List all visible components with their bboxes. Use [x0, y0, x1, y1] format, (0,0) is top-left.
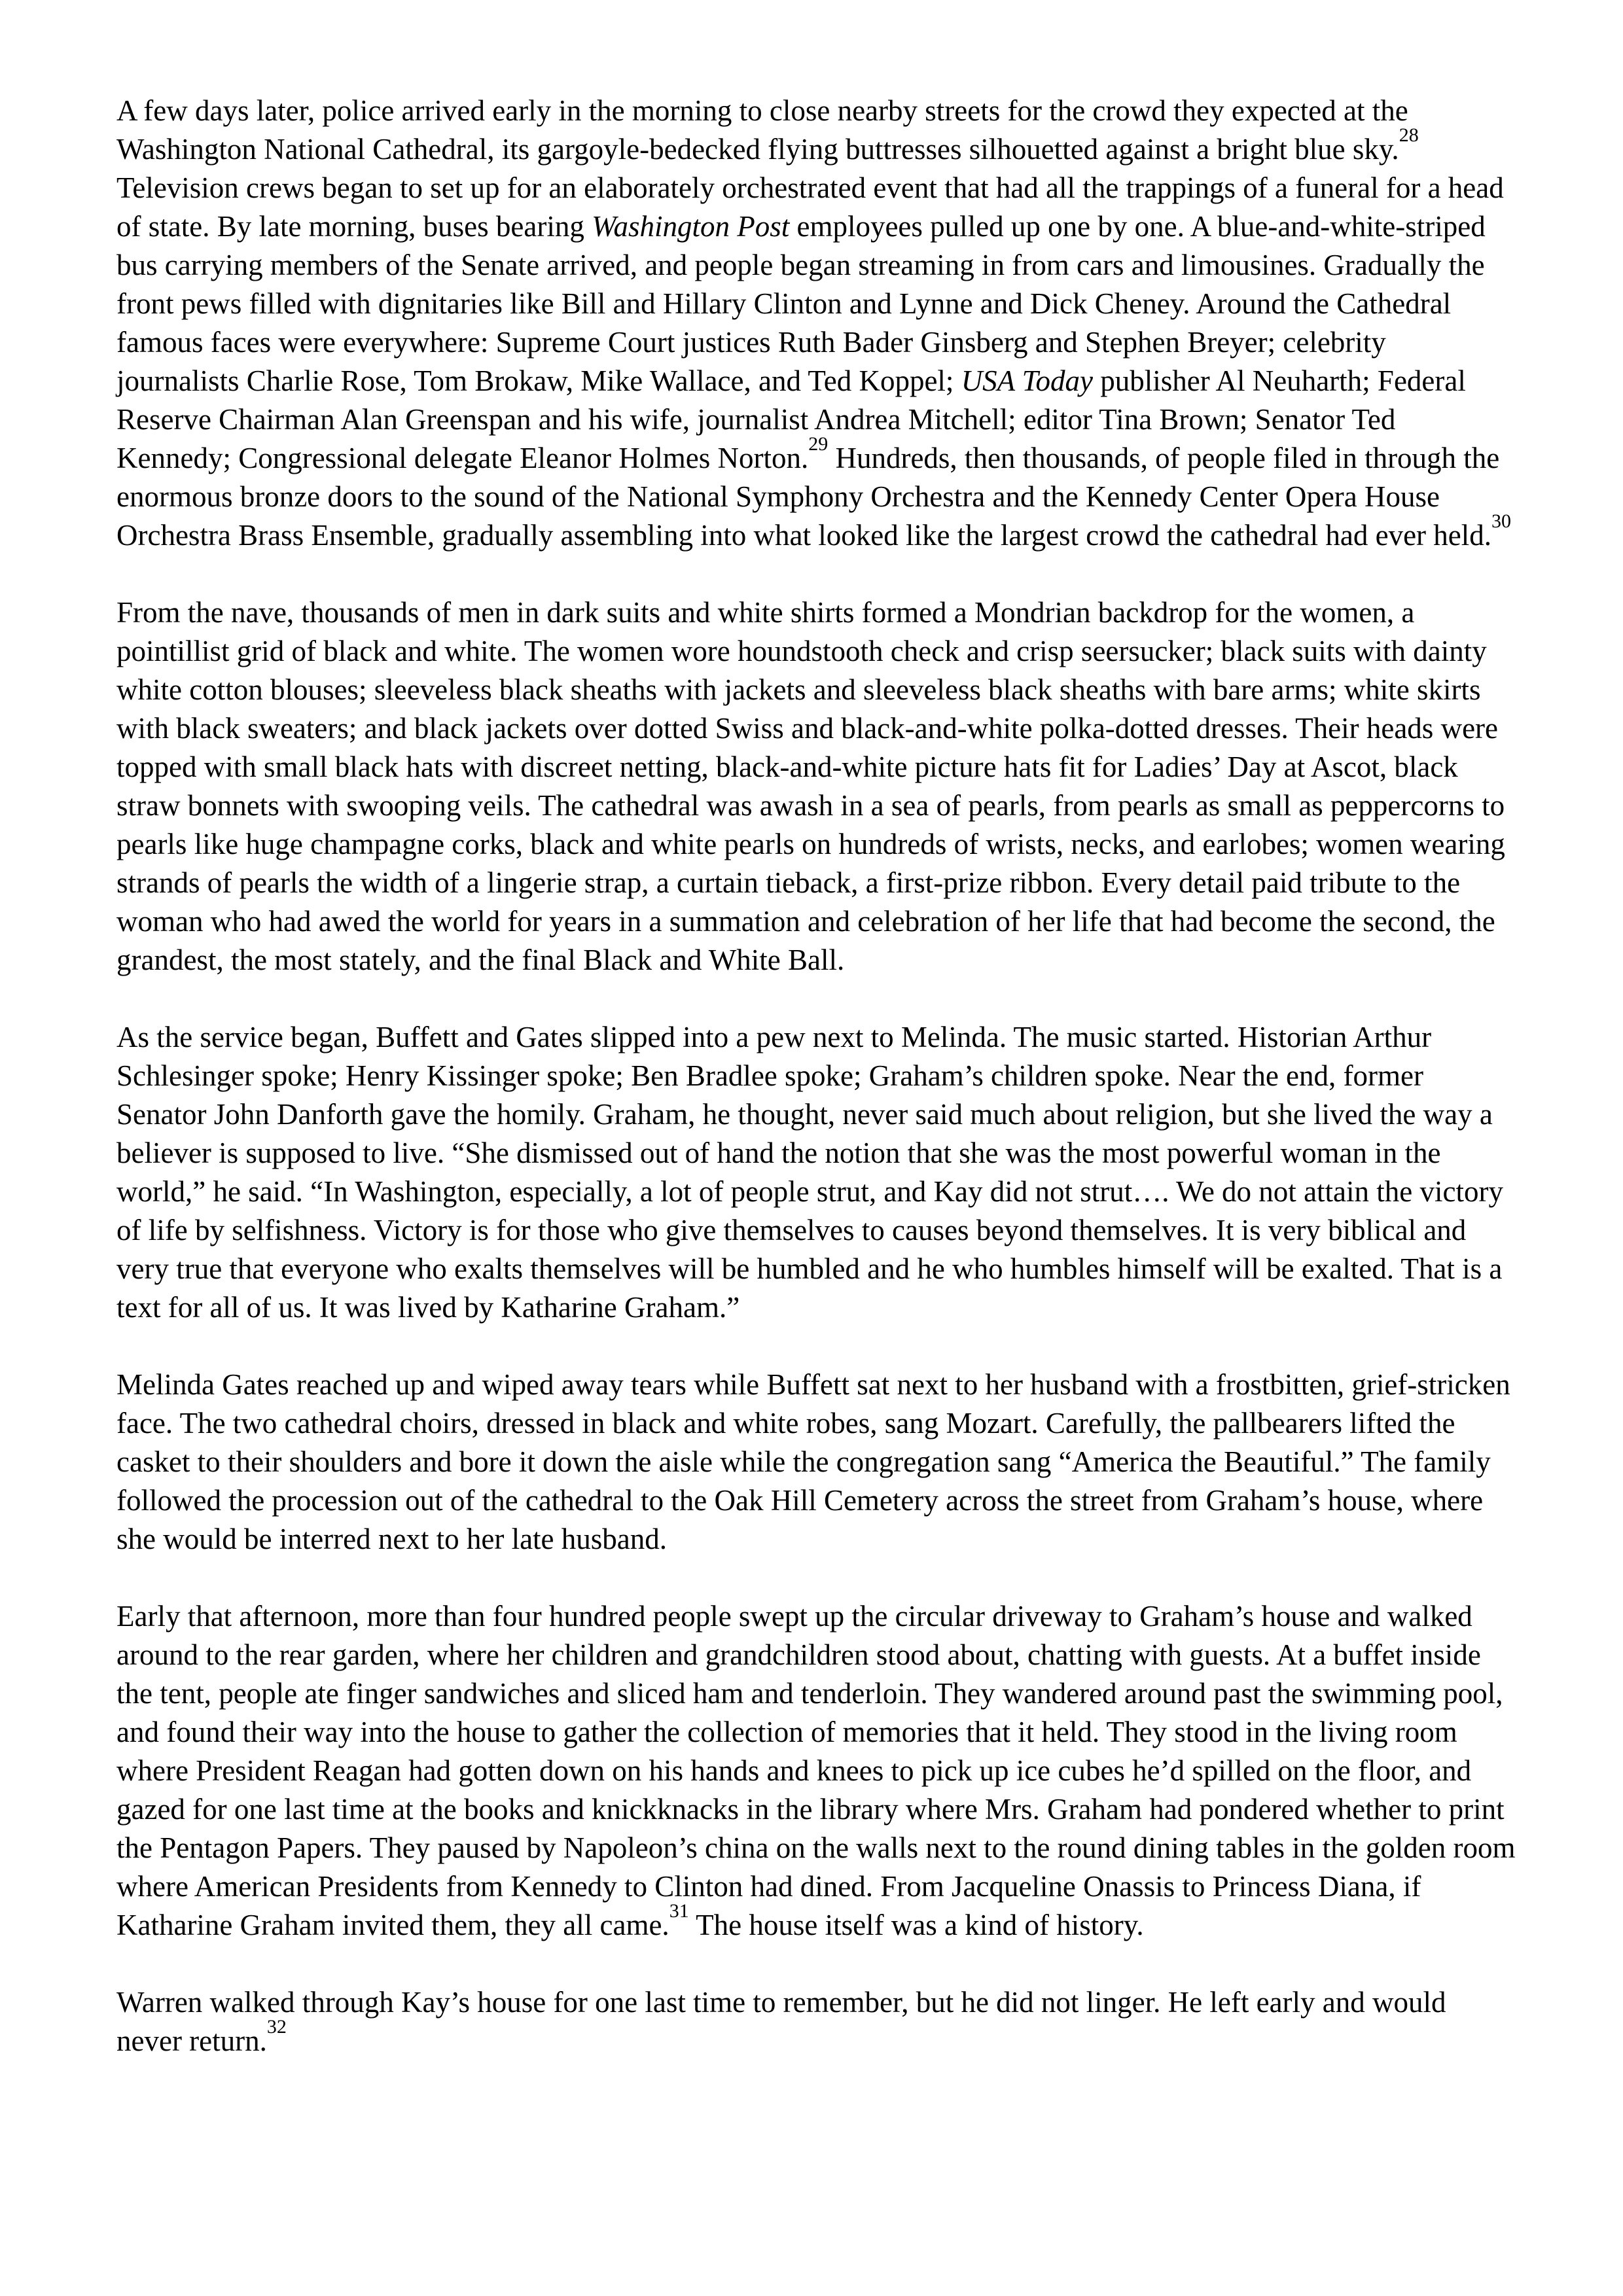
- paragraph-2: [116, 593, 1516, 980]
- footnote-reference: 29: [808, 433, 829, 455]
- text-run: A few days later, police arrived early in the morning to close nearby streets for the crowd they expected at the Washington National Cathedral, its gargoyle-bedecked flying buttresses silhouetted against a bright blue sky.: [116, 94, 1408, 166]
- text-run: Warren walked through Kay’s house for one last time to remember, but he did not linger. He left early and would never return.: [116, 1986, 1446, 2057]
- text-run: As the service began, Buffett and Gates slipped into a pew next to Melinda. The music started. Historian Arthur Schlesinger spoke; Henry Kissinger spoke; Ben Bradlee spoke; Graham’s children spoke. Near the end, former Senator John Danforth gave the homily. Graham, he thought, never said much about religion, but she lived the way a believer is supposed to live. “She dismissed out of hand the notion that she was the most powerful woman in the world,” he said. “In Washington, especially, a lot of people strut, and Kay did not strut…. We do not attain the victory of life by selfishness. Victory is for those who give themselves to causes beyond themselves. It is very biblical and very true that everyone who exalts themselves will be humbled and he who humbles himself will be exalted. That is a text for all of us. It was lived by Katharine Graham.”: [116, 1021, 1503, 1324]
- paragraph-3: [116, 1018, 1516, 1327]
- text-run: Television crews began to set up for an elaborately orchestrated event that had all the trappings of a funeral for a head of state. By late morning, buses bearing: [116, 171, 1504, 243]
- footnote-reference: 28: [1399, 124, 1419, 146]
- paragraph-1: [116, 92, 1516, 555]
- text-run: publisher Al Neuharth; Federal Reserve Chairman Alan Greenspan and his wife, journalist Andrea Mitchell; editor Tina Brown; Senator Ted Kennedy; Congressional delegate Eleanor Holmes Norton.: [116, 364, 1466, 474]
- text-run: employees pulled up one by one. A blue-and-white-striped bus carrying members of the Senate arrived, and people began streaming in from cars and limousines. Gradually the front pews filled with dignitaries like Bill and Hillary Clinton and Lynne and Dick Cheney. Around the Cathedral famous faces were everywhere: Supreme Court justices Ruth Bader Ginsberg and Stephen Breyer; celebrity journalists Charlie Rose, Tom Brokaw, Mike Wallace, and Ted Koppel;: [116, 210, 1486, 397]
- italic-title: Washington Post: [592, 210, 790, 243]
- text-run: From the nave, thousands of men in dark suits and white shirts formed a Mondrian backdrop for the women, a pointillist grid of black and white. The women wore houndstooth check and crisp seersucker; black suits with dainty white cotton blouses; sleeveless black sheaths with jackets and sleeveless black sheaths with bare arms; white skirts with black sweaters; and black jackets over dotted Swiss and black-and-white polka-dotted dresses. Their heads were topped with small black hats with discreet netting, black-and-white picture hats fit for Ladies’ Day at Ascot, black straw bonnets with swooping veils. The cathedral was awash in a sea of pearls, from pearls as small as peppercorns to pearls like huge champagne corks, black and white pearls on hundreds of wrists, necks, and earlobes; women wearing strands of pearls the width of a lingerie strap, a curtain tieback, a first-prize ribbon. Every detail paid tribute to the woman who had awed the world for years in a summation and celebration of her life that had become the second, the grandest, the most stately, and the final Black and White Ball.: [116, 596, 1505, 976]
- text-run: Melinda Gates reached up and wiped away tears while Buffett sat next to her husband with a frostbitten, grief-stricken face. The two cathedral choirs, dressed in black and white robes, sang Mozart. Carefully, the pallbearers lifted the casket to their shoulders and bore it down the aisle while the congregation sang “America the Beautiful.” The family followed the procession out of the cathedral to the Oak Hill Cemetery across the street from Graham’s house, where she would be interred next to her late husband.: [116, 1368, 1510, 1555]
- body-text: [116, 92, 1516, 2060]
- text-run: The house itself was a kind of history.: [688, 1909, 1144, 1941]
- text-run: Early that afternoon, more than four hundred people swept up the circular driveway to Graham’s house and walked around to the rear garden, where her children and grandchildren stood about, chatting with guests. At a buffet inside the tent, people ate finger sandwiches and sliced ham and tenderloin. They wandered around past the swimming pool, and found their way into the house to gather the collection of memories that it held. They stood in the living room where President Reagan had gotten down on his hands and knees to pick up ice cubes he’d spilled on the floor, and gazed for one last time at the books and knickknacks in the library where Mrs. Graham had pondered whether to print the Pentagon Papers. They paused by Napoleon’s china on the walls next to the round dining tables in the golden room where American Presidents from Kennedy to Clinton had dined. From Jacqueline Onassis to Princess Diana, if Katharine Graham invited them, they all came.: [116, 1600, 1516, 1941]
- paragraph-5: [116, 1597, 1516, 1945]
- italic-title: USA Today: [961, 364, 1093, 397]
- text-run: Hundreds, then thousands, of people filed in through the enormous bronze doors to the sound of the National Symphony Orchestra and the Kennedy Center Opera House Orchestra Brass Ensemble, gradually assembling into what looked like the largest crowd the cathedral had ever held.: [116, 442, 1500, 552]
- footnote-reference: 31: [669, 1900, 689, 1922]
- paragraph-6: [116, 1983, 1516, 2060]
- paragraph-4: [116, 1366, 1516, 1559]
- footnote-reference: 32: [266, 2016, 287, 2038]
- footnote-reference: 30: [1491, 510, 1512, 532]
